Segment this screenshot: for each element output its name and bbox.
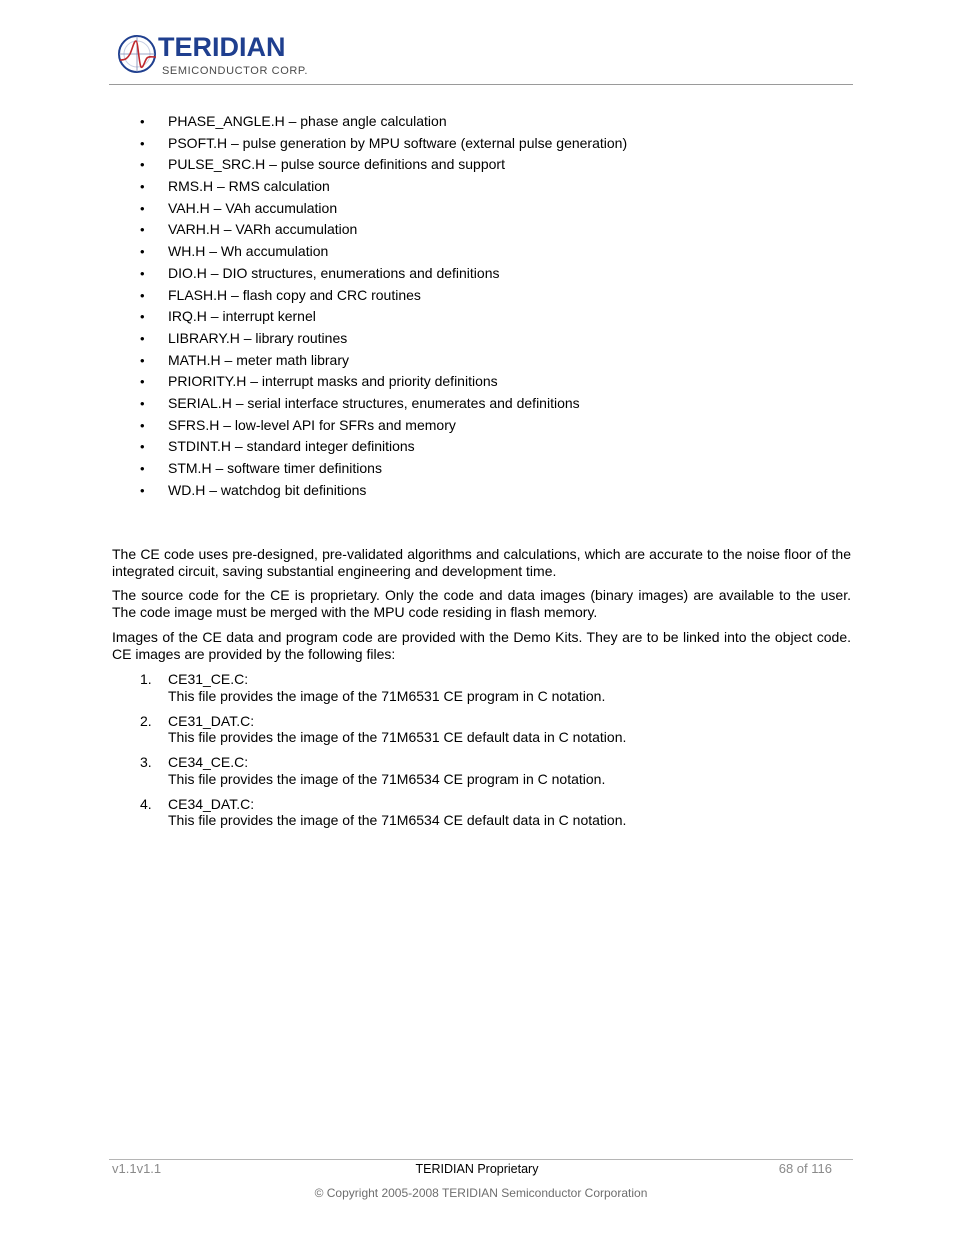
header-rule	[109, 84, 853, 85]
file-name: CE34_CE.C:	[168, 754, 249, 770]
page-number: 68 of 116	[778, 1161, 832, 1176]
list-item: • SFRS.H – low-level API for SFRs and memory	[140, 417, 627, 439]
logo-tagline: SEMICONDUCTOR CORP.	[162, 65, 309, 77]
logo-word: TERIDIAN	[158, 32, 286, 62]
footer-rule	[109, 1159, 853, 1160]
proprietary-notice: TERIDIAN Proprietary	[415, 1162, 539, 1176]
list-item	[140, 713, 626, 755]
list-number: 1.	[140, 671, 152, 687]
file-name: CE31_DAT.C:	[168, 712, 255, 729]
document-version: v1.1v1.1	[112, 1161, 162, 1176]
paragraph-ce-images: Images of the CE data and program code are provided with the Demo Kits. They are to be linked into the object code. CE images are provided by the following files:	[112, 629, 851, 662]
list-item: • PHASE_ANGLE.H – phase angle calculation	[140, 113, 627, 135]
list-item: • SERIAL.H – serial interface structures, enumerates and definitions	[140, 395, 627, 417]
file-description: This file provides the image of the 71M6534 CE default data in C notation.	[168, 812, 627, 828]
paragraph-ce-proprietary: The source code for the CE is proprietary. Only the code and data images (binary images) are available to the user. The code image must be merged with the MPU code residing in flash memory.	[112, 587, 851, 620]
list-item	[140, 796, 626, 838]
list-item: • PRIORITY.H – interrupt masks and priority definitions	[140, 373, 627, 395]
company-logo	[116, 30, 321, 82]
paragraph-ce-overview: The CE code uses pre-designed, pre-validated algorithms and calculations, which are accurate to the noise floor of the integrated circuit, saving substantial engineering and development time.	[112, 546, 851, 579]
list-item: • VAH.H – VAh accumulation	[140, 200, 627, 222]
file-description: This file provides the image of the 71M6531 CE default data in C notation.	[168, 729, 627, 745]
list-number: 2.	[140, 712, 152, 729]
copyright-notice: © Copyright 2005-2008 TERIDIAN Semiconductor Corporation	[314, 1186, 648, 1200]
list-item: • RMS.H – RMS calculation	[140, 178, 627, 200]
list-item: • STM.H – software timer definitions	[140, 460, 627, 482]
file-name: CE31_CE.C:	[168, 671, 249, 687]
list-item	[140, 754, 626, 796]
list-item	[140, 671, 626, 713]
list-item: • DIO.H – DIO structures, enumerations and definitions	[140, 265, 627, 287]
list-item: • PULSE_SRC.H – pulse source definitions and support	[140, 156, 627, 178]
list-item: • LIBRARY.H – library routines	[140, 330, 627, 352]
file-description: This file provides the image of the 71M6531 CE program in C notation.	[168, 687, 606, 704]
list-item: • FLASH.H – flash copy and CRC routines	[140, 287, 627, 309]
list-number: 4.	[140, 795, 152, 812]
list-item: • WH.H – Wh accumulation	[140, 243, 627, 265]
list-item: • MATH.H – meter math library	[140, 352, 627, 374]
file-name: CE34_DAT.C:	[168, 795, 255, 812]
list-item: • VARH.H – VARh accumulation	[140, 221, 627, 243]
header-file-list	[140, 113, 627, 503]
list-item: • PSOFT.H – pulse generation by MPU software (external pulse generation)	[140, 135, 627, 157]
file-description: This file provides the image of the 71M6534 CE program in C notation.	[168, 770, 606, 787]
ce-file-list	[140, 671, 626, 837]
list-item: • STDINT.H – standard integer definitions	[140, 438, 627, 460]
list-item: • WD.H – watchdog bit definitions	[140, 482, 627, 504]
list-number: 3.	[140, 754, 152, 770]
list-item: • IRQ.H – interrupt kernel	[140, 308, 627, 330]
